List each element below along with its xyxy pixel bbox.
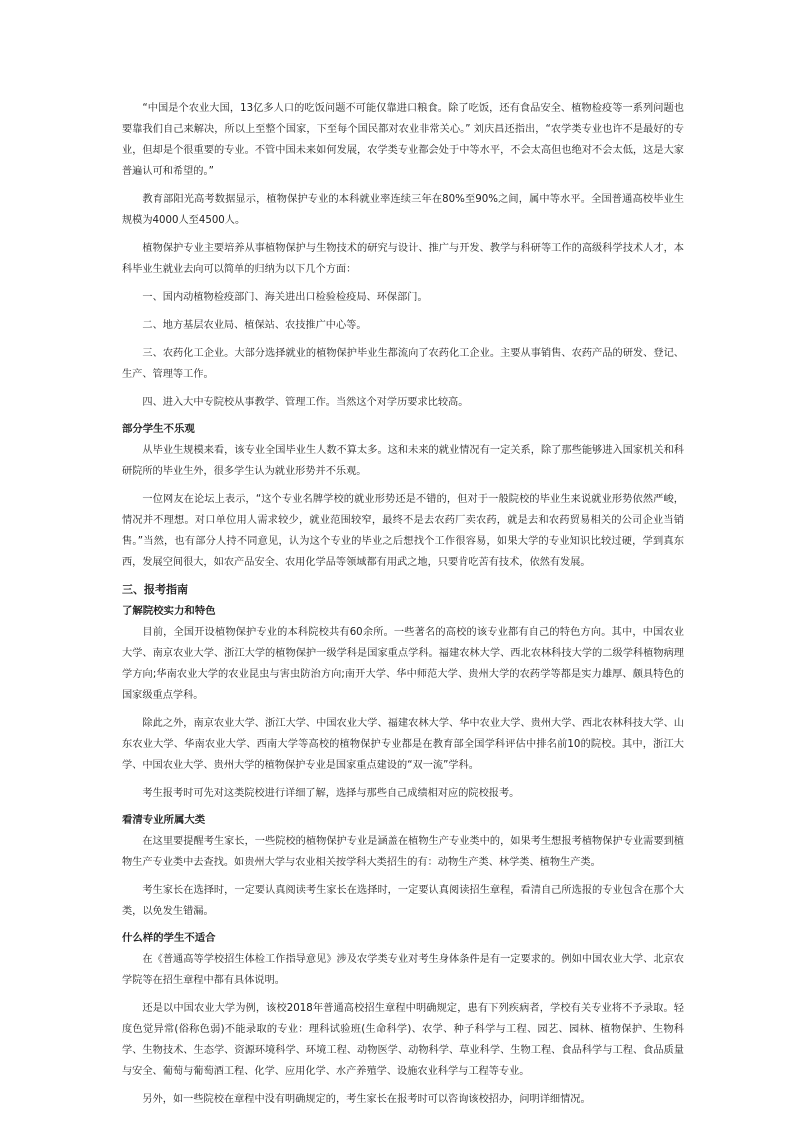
paragraph-school-count: 目前，全国开设植物保护专业的本科院校共有60余所。一些著名的高校的该专业都有自己的特色方向。其中，中国农业大学、南京农业大学、浙江大学的植物保护一级学科是国家重点学科。福建农林大学、西北农林科技大学的二级学科植物病理学方向;华南农业大学的农业昆虫与害虫防治方向;南开大学、华中师范大学、贵州大学的农药学等都是实力雄厚、颇具特色的国家级重点学科。: [122, 627, 684, 701]
paragraph-quote-liu: “中国是个农业大国，13亿多人口的吃饭问题不可能仅靠进口粮食。除了吃饭，还有食品安全、植物检疫等一系列问题也要靠我们自己来解决，所以上至整个国家，下至每个国民都对农业非常关心。” 刘庆昌还指出，“农学类专业也许不是最好的专业，但却是个很重要的专业。不管中国未来如何发展，农学类专业都会处于中等水平，不会太高但也绝对不会太低，这是大家普遍认可和希望的。”: [122, 103, 684, 177]
paragraph-advice: 考生报考时可先对这类院校进行详细了解，选择与那些自己成绩相对应的院校报考。: [142, 788, 520, 799]
paragraph-netizen-opinion: 一位网友在论坛上表示，“这个专业名牌学校的就业形势还是不错的，但对于一般院校的毕业生来说就业形势依然严峻，情况并不理想。对口单位用人需求较少，就业范围较窄，最终不是去农药厂卖农药，就是去和农药贸易相关的公司企业当销售。”当然，也有部分人持不同意见，认为这个专业的毕业之后想找个工作很容易，如果大学的专业知识比较过硬，学到真东西，发展空间很大，如农产品安全、农用化学品等领域都有用武之地，只要肯吃苦有技术，依然有发展。: [122, 494, 684, 568]
heading-understand-schools: 了解院校实力和特色: [122, 605, 216, 617]
list-item-3: 三、农药化工企业。大部分选择就业的植物保护毕业生都流向了农药化工企业。主要从事销售、农药产品的研发、登记、生产、管理等工作。: [122, 348, 684, 380]
paragraph-top-schools: 除此之外，南京农业大学、浙江大学、中国农业大学、福建农林大学、华中农业大学、贵州大学、西北农林科技大学、山东农业大学、华南农业大学、西南大学等高校的植物保护专业都是在教育部全国学科评估中排名前10的院校。其中，浙江大学、中国农业大学、贵州大学的植物保护专业是国家重点建设的“双一流”学科。: [122, 718, 684, 771]
paragraph-cau-example: 还是以中国农业大学为例，该校2018年普通高校招生章程中明确规定，患有下列疾病者，学校有关专业将不予录取。轻度色觉异常(俗称色弱)不能录取的专业：理科试验班(生命科学)、农学、种子科学与工程、园艺、园林、植物保护、生物科学、生物技术、生态学、资源环境科学、环境工程、动物医学、动物科学、草业科学、生物工程、食品科学与工程、食品质量与安全、葡萄与葡萄酒工程、化学、应用化学、水产养殖学、设施农业科学与工程等专业。: [122, 1003, 684, 1077]
document-page: [122, 98, 684, 1117]
paragraph-graduate-scale: 从毕业生规模来看，该专业全国毕业生人数不算太多。这和未来的就业情况有一定关系，除了那些能够进入国家机关和科研院所的毕业生外，很多学生认为就业形势并不乐观。: [122, 445, 684, 477]
paragraph-employment-rate: 教育部阳光高考数据显示，植物保护专业的本科就业率连续三年在80%至90%之间，属中等水平。全国普通高校毕业生规模为4000人至4500人。: [122, 194, 684, 226]
paragraph-training-goal: 植物保护专业主要培养从事植物保护与生物技术的研究与设计、推广与开发、教学与科研等工作的高级科学技术人才，本科毕业生就业去向可以简单的归纳为以下几个方面：: [122, 243, 684, 275]
section-heading-guide: 三、报考指南: [122, 583, 188, 596]
heading-pessimistic: 部分学生不乐观: [122, 423, 195, 435]
list-item-4: 四、进入大中专院校从事教学、管理工作。当然这个对学历要求比较高。: [142, 397, 469, 408]
list-item-1: 一、国内动植物检疫部门、海关进出口检验检疫局、环保部门。: [142, 292, 428, 303]
paragraph-health-requirements: 在《普通高等学校招生体检工作指导意见》涉及农学类专业对考生身体条件是有一定要求的。例如中国农业大学、北京农学院等在招生章程中都有具体说明。: [122, 954, 684, 986]
paragraph-consult: 另外，如一些院校在章程中没有明确规定的，考生家长在报考时可以咨询该校招办，问明详细情况。: [142, 1094, 591, 1105]
paragraph-category-reminder: 在这里要提醒考生家长，一些院校的植物保护专业是涵盖在植物生产专业类中的，如果考生想报考植物保护专业需要到植物生产专业类中去查找。如贵州大学与农业相关按学科大类招生的有：动物生产类、林学类、植物生产类。: [122, 836, 684, 868]
list-item-2: 二、地方基层农业局、植保站、农技推广中心等。: [142, 320, 367, 331]
paragraph-read-carefully: 考生家长在选择时，一定要认真阅读考生家长在选择时，一定要认真阅读招生章程，看清自己所选报的专业包含在那个大类，以免发生错漏。: [122, 885, 684, 917]
heading-unsuitable: 什么样的学生不适合: [122, 932, 216, 944]
heading-category: 看清专业所属大类: [122, 814, 206, 826]
